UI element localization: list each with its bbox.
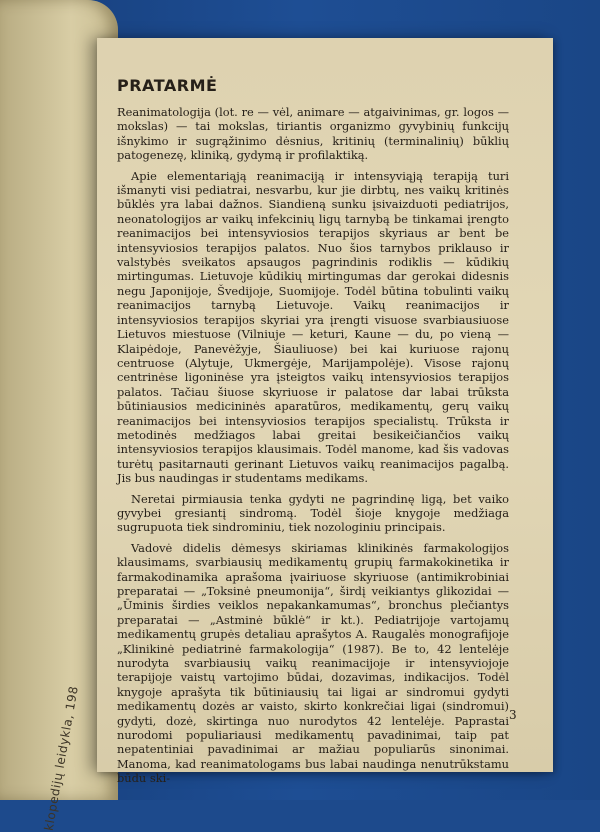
paragraph: Vadovė didelis dėmesys skiriamas klinikinės farmakologijos klausimams, svarbiausių medikamentų grupių farmakokinetika ir farmakodinamika aprašoma įvairiuose skyriuose (antimikrobiniai preparatai — „Toksinė pneumonija“, širdį veikiantys glikozidai — „Ūminis širdies veiklos nepakankamumas“, bronchus plečiantys preparatai — „Astminė būklė“ ir kt.). Pediatrijoje vartojamų medikamentų grupės detaliau aprašytos A. Raugalės monografijoje „Klinikinė pediatrinė farmakologija“ (1987). Be to, 42 lentelėje nurodyta svarbiausių vaikų reanimacijoje ir intensyviojoje terapijoje vaistų vartojimo būdai, dozavimas, indikacijos. Todėl knygoje aprašyta tik būtiniausių tai ligai ar sindromui gydyti medikamentų dozės ar vaisto, skirto konkrečiai ligai (sindromui) gydyti, dozė, skirtinga nuo nurodytos 42 lentelėje. Paprastai nurodomi populiariausi medikamentų pavadinimai, taip pat nepatentiniai pavadinimai ar mažiau populiarūs sinonimai. Manoma, kad reanimatologams bus labai naudinga nenutrūkstamu būdu ski- [117,540,509,786]
paragraph: Reanimatologija (lot. re — vėl, animare — atgaivinimas, gr. logos — mokslas) — tai mokslas, tiriantis organizmo gyvybinių funkcijų išnykimo ir sugrąžinimo dėsnius, kritinių (terminalinių) būklių patogenezę, kliniką, gydymą ir profilaktiką. [117,105,509,163]
publisher-spine-text: klopedijų leidykla, 198 [41,684,81,832]
page-body [117,76,509,792]
page-title: PRATARMĖ [117,76,218,95]
paragraph: Neretai pirmiausia tenka gydyti ne pagrindinę ligą, bet vaiko gyvybei gresiantį sindromą. Todėl šioje knygoje medžiaga sugrupuota tiek sindrominiu, tiek nozologiniu principais. [117,491,509,535]
paragraph: Apie elementariąją reanimaciją ir intensyviąją terapiją turi išmanyti visi pediatrai, nesvarbu, kur jie dirbtų, nes vaikų kritinės būklės yra labai dažnos. Siandieną sunku įsivaizduoti pediatrijos, neonatologijos ar vaikų infekcinių ligų tarnybą be tinkamai įrengto reanimacijos bei intensyviosios terapijos skyriaus ar bent be intensyviosios terapijos palatos. Nuo šios tarnybos priklauso ir valstybės sveikatos apsaugos pagrindinis rodiklis — kūdikių mirtingumas. Lietuvoje kūdikių mirtingumas dar gerokai didesnis negu Japonijoje, Švedijoje, Suomijoje. Todėl būtina tobulinti vaikų reanimacijos tarnybą Lietuvoje. Vaikų reanimacijos ir intensyviosios terapijos skyriai yra įrengti visuose svarbiausiuose Lietuvos miestuose (Vilniuje — keturi, Kaune — du, po vieną — Klaipėdoje, Panevėžyje, Šiauliuose) bei kai kuriuose rajonų centruose (Alytuje, Ukmergėje, Marijampolėje). Visose rajonų centrinėse ligoninėse yra įsteigtos vaikų intensyviosios terapijos palatos. Tačiau šiuose skyriuose ir palatose dar labai trūksta būtiniausios medicininės aparatūros, medikamentų, gerų vaikų reanimacijos bei intensyviosios terapijos specialistų. Trūksta ir metodinės medžiagos labai greitai besikeičiančios vaikų intensyviosios terapijos klausimais. Todėl manome, kad šis vadovas turėtų pasitarnauti gerinant Lietuvos vaikų reanimacijos pagalbą. Jis bus naudingas ir studentams medikams. [117,168,509,486]
book-page [97,38,553,786]
page-number: 3 [509,708,517,722]
